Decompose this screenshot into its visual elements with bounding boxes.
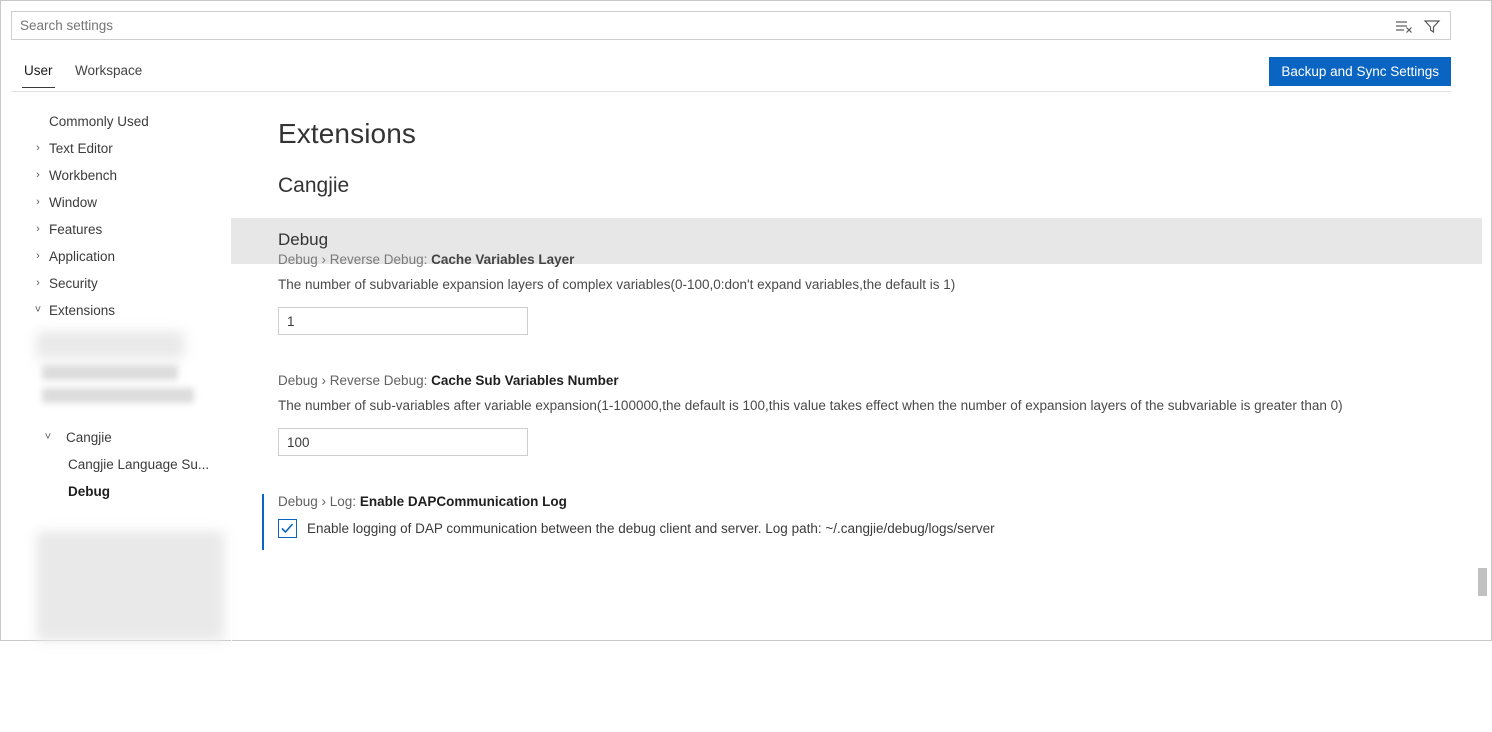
check-icon xyxy=(281,522,294,535)
toc-item-label: Extensions xyxy=(49,303,116,318)
setting-title-prefix: Debug › Reverse Debug: xyxy=(278,373,432,388)
setting-title-key: Cache Sub Variables Number xyxy=(431,373,619,388)
chevron-right-icon: › xyxy=(36,196,40,208)
page-title: Extensions xyxy=(278,118,416,149)
settings-toc xyxy=(2,93,231,640)
search-input[interactable] xyxy=(12,18,1395,33)
toc-item-window[interactable] xyxy=(2,189,231,216)
tabs-row xyxy=(11,55,1451,92)
chevron-right-icon: › xyxy=(36,169,40,181)
toc-item-label: Features xyxy=(49,222,103,237)
toc-item-label: Debug xyxy=(68,484,110,499)
settings-scrollbar-track[interactable] xyxy=(1476,93,1490,640)
toc-item-label: Workbench xyxy=(49,168,118,183)
setting-checkbox-row xyxy=(278,519,1452,538)
setting-cache-variables-layer xyxy=(231,250,1482,335)
settings-group-label: Debug xyxy=(278,230,329,249)
toc-item-label: Text Editor xyxy=(49,141,113,156)
chevron-right-icon: › xyxy=(36,250,40,262)
chevron-right-icon: › xyxy=(36,223,40,235)
search-bar-icons xyxy=(1395,17,1450,35)
setting-title xyxy=(278,371,1452,391)
obscured-toc-line xyxy=(42,365,178,380)
setting-cache-sub-variables-number xyxy=(231,371,1482,456)
obscured-toc-block-bottom xyxy=(36,531,224,641)
toc-item-application[interactable] xyxy=(2,243,231,270)
toc-item-label: Window xyxy=(49,195,98,210)
toc-item-label: Cangjie xyxy=(66,430,112,445)
enable-dap-communication-log-checkbox[interactable] xyxy=(278,519,297,538)
clear-filter-icon[interactable] xyxy=(1395,17,1413,35)
search-bar[interactable] xyxy=(11,11,1451,40)
backup-and-sync-settings-button[interactable]: Backup and Sync Settings xyxy=(1269,57,1451,86)
toc-item-label: Application xyxy=(49,249,116,264)
setting-title-key: Cache Variables Layer xyxy=(431,252,575,267)
settings-scrollbar-thumb[interactable] xyxy=(1478,568,1487,596)
setting-title xyxy=(278,492,1452,512)
toc-item-debug[interactable] xyxy=(2,478,231,505)
setting-title-prefix: Debug › Log: xyxy=(278,494,360,509)
toc-item-label: Cangjie Language Su... xyxy=(68,457,210,472)
chevron-right-icon: › xyxy=(36,142,40,154)
setting-enable-dap-communication-log xyxy=(231,492,1482,538)
obscured-toc-block-top xyxy=(36,331,184,359)
toc-item-cangjie[interactable] xyxy=(2,424,231,451)
toc-item-workbench[interactable] xyxy=(2,162,231,189)
chevron-down-icon: ˅ xyxy=(34,304,42,316)
settings-list xyxy=(231,252,1482,640)
setting-description: The number of sub-variables after variable expansion(1-100000,the default is 100,this value takes effect when the number of expansion layers of the subvariable is greater than 0) xyxy=(278,398,1343,413)
tab-workspace[interactable]: Workspace xyxy=(75,63,143,78)
tab-user[interactable]: User xyxy=(22,63,55,88)
toc-item-label: Commonly Used xyxy=(49,114,149,129)
chevron-down-icon: ˅ xyxy=(44,431,52,443)
toc-item-label: Security xyxy=(49,276,98,291)
blank-chevron-icon xyxy=(32,108,44,135)
setting-title-prefix: Debug › Reverse Debug: xyxy=(278,252,432,267)
cache-variables-layer-input[interactable] xyxy=(278,307,528,335)
toc-item-features[interactable] xyxy=(2,216,231,243)
toc-item-commonly-used[interactable] xyxy=(2,108,231,135)
setting-description: The number of subvariable expansion layers of complex variables(0-100,0:don't expand variables,the default is 1) xyxy=(278,277,956,292)
toc-item-extensions[interactable] xyxy=(2,297,231,324)
setting-title-key: Enable DAPCommunication Log xyxy=(359,494,567,509)
toc-item-text-editor[interactable] xyxy=(2,135,231,162)
settings-body xyxy=(2,93,1491,640)
filter-icon[interactable] xyxy=(1423,17,1441,35)
settings-pane xyxy=(231,93,1491,640)
modified-indicator xyxy=(262,494,264,550)
setting-title xyxy=(278,250,1452,270)
cache-sub-variables-number-input[interactable] xyxy=(278,428,528,456)
chevron-right-icon: › xyxy=(36,277,40,289)
toc-item-security[interactable] xyxy=(2,270,231,297)
toc-item-cangjie-language-support[interactable] xyxy=(2,451,231,478)
obscured-toc-line xyxy=(42,388,194,403)
page-subtitle: Cangjie xyxy=(278,174,350,197)
setting-description: Enable logging of DAP communication between the debug client and server. Log path: ~/.cangjie/debug/logs/server xyxy=(307,521,995,536)
